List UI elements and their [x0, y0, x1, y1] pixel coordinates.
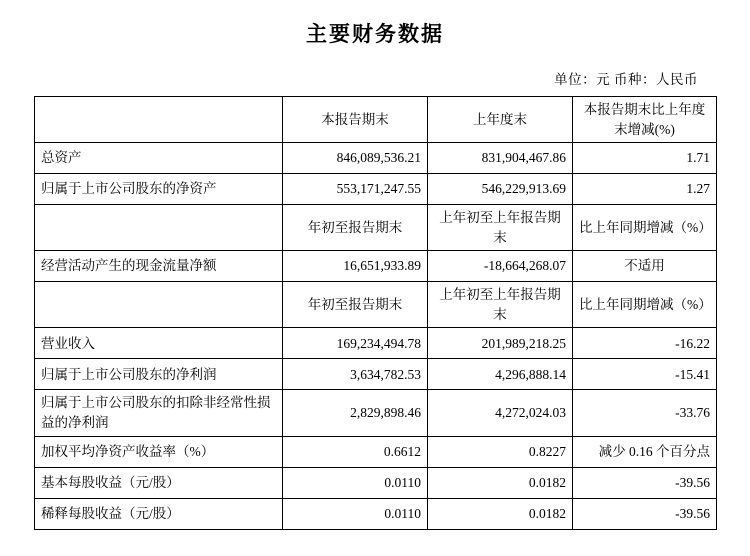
financial-data-table — [34, 96, 717, 530]
row-label: 经营活动产生的现金流量净额 — [35, 251, 283, 282]
row-value-change: -39.56 — [573, 467, 717, 498]
table-row — [35, 467, 717, 498]
header-cell-prior-year-end: 上年度末 — [428, 97, 573, 143]
table-header-row — [35, 97, 717, 143]
row-label: 稀释每股收益（元/股） — [35, 498, 283, 529]
header-cell-prior-ytd: 上年初至上年报告期末 — [428, 205, 573, 251]
row-value-change: -15.41 — [573, 359, 717, 390]
row-value-prior: 546,229,913.69 — [428, 174, 573, 205]
header-cell-yoy-change: 比上年同期增减（%） — [573, 205, 717, 251]
row-value-current: 0.0110 — [283, 467, 428, 498]
header-cell-yoy-change: 比上年同期增减（%） — [573, 282, 717, 328]
header-cell-change-pct: 本报告期末比上年度末增减(%) — [573, 97, 717, 143]
header-cell-prior-ytd: 上年初至上年报告期末 — [428, 282, 573, 328]
row-value-current: 3,634,782.53 — [283, 359, 428, 390]
row-value-prior: 4,272,024.03 — [428, 390, 573, 436]
row-value-prior: 201,989,218.25 — [428, 328, 573, 359]
row-value-prior: 4,296,888.14 — [428, 359, 573, 390]
table-row — [35, 359, 717, 390]
row-label: 归属于上市公司股东的净资产 — [35, 174, 283, 205]
row-value-change: -39.56 — [573, 498, 717, 529]
table-row — [35, 328, 717, 359]
header-cell-current-period-end: 本报告期末 — [283, 97, 428, 143]
row-value-prior: 0.0182 — [428, 498, 573, 529]
table-header-row — [35, 282, 717, 328]
table-row — [35, 498, 717, 529]
row-value-prior: 0.8227 — [428, 436, 573, 467]
row-label: 归属于上市公司股东的扣除非经常性损益的净利润 — [35, 390, 283, 436]
page-title: 主要财务数据 — [306, 22, 444, 46]
header-cell-ytd: 年初至报告期末 — [283, 282, 428, 328]
row-value-change: -33.76 — [573, 390, 717, 436]
row-value-change: 1.71 — [573, 143, 717, 174]
document-page — [0, 18, 750, 556]
table-header-row — [35, 205, 717, 251]
row-value-current: 846,089,536.21 — [283, 143, 428, 174]
row-value-change: -16.22 — [573, 328, 717, 359]
row-label: 基本每股收益（元/股） — [35, 467, 283, 498]
row-label: 归属于上市公司股东的净利润 — [35, 359, 283, 390]
table-row — [35, 436, 717, 467]
row-label: 总资产 — [35, 143, 283, 174]
row-value-change: 不适用 — [573, 251, 717, 282]
table-row — [35, 174, 717, 205]
header-cell-ytd: 年初至报告期末 — [283, 205, 428, 251]
row-value-current: 0.0110 — [283, 498, 428, 529]
header-cell-blank — [35, 282, 283, 328]
row-value-current: 0.6612 — [283, 436, 428, 467]
row-value-prior: -18,664,268.07 — [428, 251, 573, 282]
header-cell-blank — [35, 205, 283, 251]
row-value-prior: 0.0182 — [428, 467, 573, 498]
table-row — [35, 143, 717, 174]
row-value-current: 169,234,494.78 — [283, 328, 428, 359]
row-value-current: 2,829,898.46 — [283, 390, 428, 436]
row-value-change: 减少 0.16 个百分点 — [573, 436, 717, 467]
row-label: 加权平均净资产收益率（%） — [35, 436, 283, 467]
unit-note: 单位：元 币种：人民币 — [554, 72, 698, 87]
row-label: 营业收入 — [35, 328, 283, 359]
table-row — [35, 390, 717, 436]
row-value-current: 553,171,247.55 — [283, 174, 428, 205]
row-value-current: 16,651,933.89 — [283, 251, 428, 282]
row-value-change: 1.27 — [573, 174, 717, 205]
row-value-prior: 831,904,467.86 — [428, 143, 573, 174]
header-cell-blank — [35, 97, 283, 143]
table-row — [35, 251, 717, 282]
